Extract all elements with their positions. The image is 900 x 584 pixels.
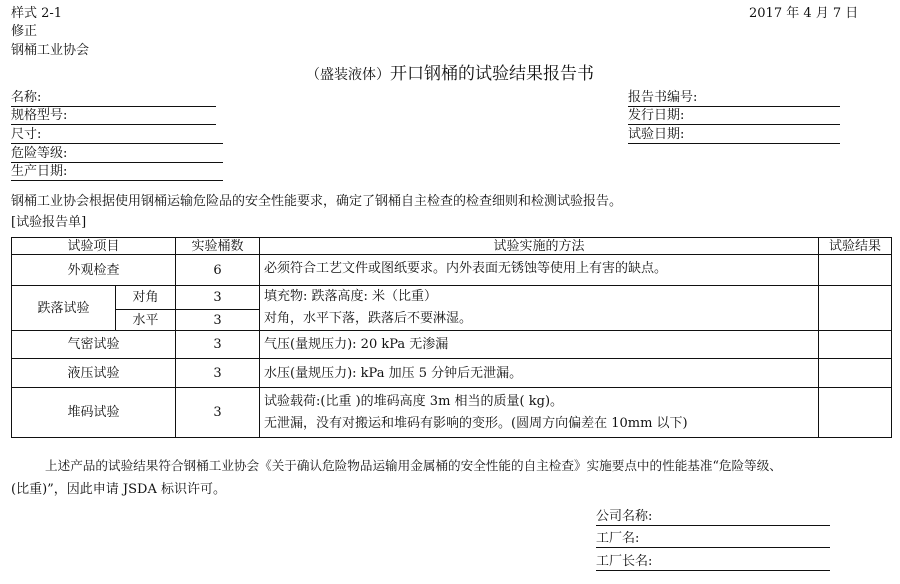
field-test-date[interactable]: 试验日期: <box>628 127 840 144</box>
section-label: [试验报告单] <box>11 215 87 230</box>
test-report-table <box>11 237 892 438</box>
drop-diagonal-count: 3 <box>176 286 260 310</box>
title-prefix: （盛装液体） <box>306 67 390 83</box>
drop-method-line1: 填充物: 跌落高度: 米（比重） <box>264 289 438 304</box>
drop-horizontal-count: 3 <box>176 310 260 331</box>
appearance-method: 必须符合工艺文件或图纸要求。内外表面无锈蚀等使用上有害的缺点。 <box>260 255 819 286</box>
header-barrel-count: 实验桶数 <box>176 238 260 255</box>
airtight-count: 3 <box>176 331 260 359</box>
association-name: 钢桶工业协会 <box>11 43 90 58</box>
field-hazard-level[interactable]: 危险等级: <box>11 146 223 163</box>
appearance-count: 6 <box>176 255 260 286</box>
field-model[interactable]: 规格型号: <box>11 108 216 125</box>
field-factory-manager[interactable]: 工厂长名: <box>596 554 830 571</box>
page-title <box>0 64 900 85</box>
field-factory-name[interactable]: 工厂名: <box>596 531 830 548</box>
airtight-method: 气压(量规压力): 20 kPa 无渗漏 <box>260 331 819 359</box>
drop-method-line2: 对角，水平下落，跌落后不要淋湿。 <box>264 311 473 326</box>
stacking-method-line1: 试验载荷:(比重 )的堆码高度 3m 相当的质量( kg)。 <box>264 393 564 409</box>
drop-horizontal-label: 水平 <box>116 310 176 331</box>
drop-diagonal-label: 对角 <box>116 286 176 310</box>
table-row <box>12 255 892 286</box>
drop-item: 跌落试验 <box>12 286 116 331</box>
report-date: 2017 年 4 月 7 日 <box>749 6 859 21</box>
stacking-method-line2: 无泄漏，没有对搬运和堆码有影响的变形。(圆周方向偏差在 10mm 以下) <box>264 415 688 431</box>
field-name[interactable]: 名称: <box>11 90 216 107</box>
drop-result[interactable] <box>819 286 892 331</box>
table-header-row <box>12 238 892 255</box>
field-company-name[interactable]: 公司名称: <box>596 509 830 526</box>
field-report-number[interactable]: 报告书编号: <box>628 90 840 107</box>
drop-method <box>260 286 819 331</box>
hydraulic-count: 3 <box>176 359 260 388</box>
field-size[interactable]: 尺寸: <box>11 127 223 144</box>
field-production-date[interactable]: 生产日期: <box>11 164 223 181</box>
airtight-result[interactable] <box>819 331 892 359</box>
conclusion-line-2: (比重)”，因此申请 JSDA 标识许可。 <box>11 482 226 497</box>
hydraulic-result[interactable] <box>819 359 892 388</box>
header-method: 试验实施的方法 <box>260 238 819 255</box>
airtight-item: 气密试验 <box>12 331 176 359</box>
title-main: 开口钢桶的试验结果报告书 <box>390 64 594 84</box>
table-row <box>12 359 892 388</box>
stacking-method <box>260 388 819 438</box>
intro-text: 钢桶工业协会根据使用钢桶运输危险品的安全性能要求，确定了钢桶自主检查的检查细则和检测试验报告。 <box>11 194 623 209</box>
stacking-result[interactable] <box>819 388 892 438</box>
appearance-item: 外观检查 <box>12 255 176 286</box>
hydraulic-item: 液压试验 <box>12 359 176 388</box>
revision-label: 修正 <box>11 24 38 39</box>
appearance-result[interactable] <box>819 255 892 286</box>
header-result: 试验结果 <box>819 238 892 255</box>
table-row <box>12 388 892 438</box>
conclusion-line-1: 上述产品的试验结果符合钢桶工业协会《关于确认危险物品运输用金属桶的安全性能的自主检查》实施要点中的性能基准“危险等级、 <box>45 458 782 473</box>
header-test-item: 试验项目 <box>12 238 176 255</box>
table-row <box>12 331 892 359</box>
table-row <box>12 286 892 310</box>
form-number: 样式 2-1 <box>11 6 63 21</box>
hydraulic-method: 水压(量规压力): kPa 加压 5 分钟后无泄漏。 <box>260 359 819 388</box>
stacking-item: 堆码试验 <box>12 388 176 438</box>
field-issue-date[interactable]: 发行日期: <box>628 108 840 125</box>
stacking-count: 3 <box>176 388 260 438</box>
